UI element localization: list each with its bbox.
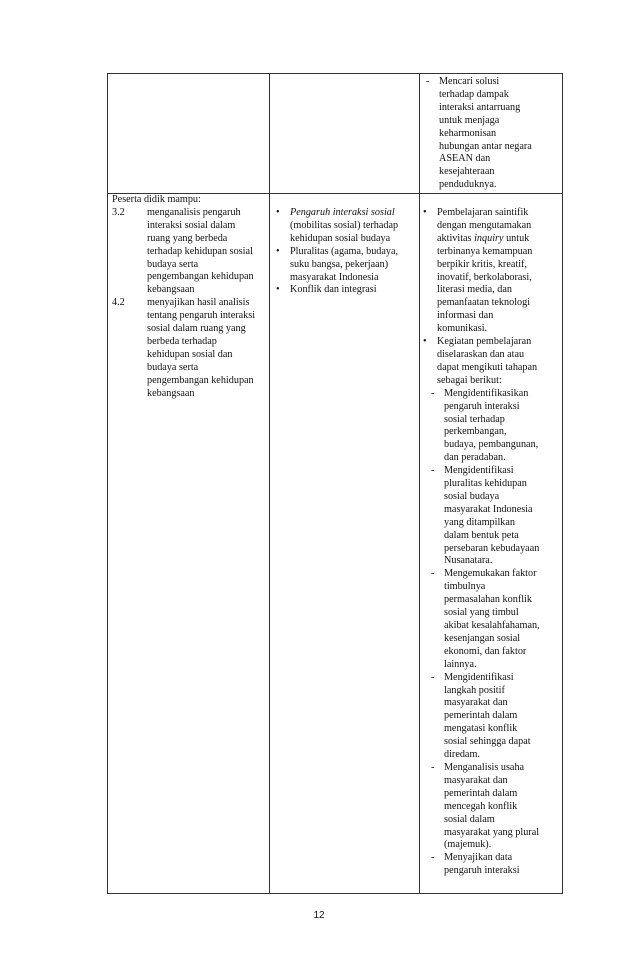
bullet-marker: • [276,245,280,257]
dash-marker: - [426,76,430,87]
text-line: kehidupan sosial dan [147,348,233,360]
text-line: masyarakat Indonesia [444,503,533,515]
text-line: Pluralitas (agama, budaya, [290,245,399,257]
text-line: masyarakat dan [444,774,508,786]
material-item [275,207,417,246]
activity-step [431,672,562,762]
text-line: pemanfaatan teknologi [437,297,531,309]
text-line: interaksi antarruang [439,101,521,113]
competency-item [112,207,267,297]
text-line: kehidupan sosial budaya [290,232,391,244]
material-item [275,284,417,297]
text-line: ruang yang berbeda [147,232,228,244]
competency-item [112,297,267,400]
activity-step [431,762,562,852]
text-line: inovatif, berkolaborasi, [437,271,532,283]
text-line: sosial sehingga dapat [444,736,531,748]
text-line: Mencari solusi [439,76,500,87]
text-line: budaya serta [147,258,199,270]
activity-steps [422,388,562,878]
activity-step [431,568,562,671]
text-line: pemerintah dalam [444,710,518,722]
activity-bullet [422,336,562,388]
text-line: pluralitas kehidupan [444,478,527,490]
text-line: Mengidentifikasi [444,465,514,477]
dash-marker: - [431,852,435,864]
text-line: budaya serta [147,361,199,373]
text-line: (mobilitas sosial) terhadap [290,219,399,231]
text-line: Mengidentifikasikan [444,387,529,399]
activity-step [431,852,562,878]
text-line: Mengidentifikasi [444,671,514,683]
text-line: menyajikan hasil analisis [147,297,250,309]
text-line: tentang pengaruh interaksi [147,310,256,322]
bullet-marker: • [423,336,427,348]
column-divider-2 [419,74,420,893]
competency-table [107,73,563,894]
activity-bullet [422,207,562,336]
text-line: yang ditampilkan [444,516,516,528]
text-line: ASEAN dan [439,153,491,165]
text-line: interaksi sosial dalam [147,219,236,231]
text-line: sosial dalam ruang yang [147,323,246,335]
text-line: timbulnya [444,581,486,593]
text-line: sosial budaya [444,490,500,502]
text-line: menganalisis pengaruh [147,206,241,218]
text-line: dengan mengutamakan [437,219,532,231]
column-divider-1 [269,74,270,893]
row1-activities-cell [426,76,562,192]
text-line: dan peradaban. [444,452,506,464]
text-line: (majemuk). [444,839,492,851]
text-line: suku bangsa, pekerjaan) [290,258,389,270]
text-line: terhadap dampak [439,88,509,100]
text-line: Kegiatan pembelajaran [437,336,532,348]
text-line: masyarakat dan [444,697,508,709]
text-line: masyarakat Indonesia [290,271,379,283]
text-line: perkembangan, [444,426,507,438]
text-line: ekonomi, dan faktor [444,645,527,657]
text-line: mengatasi konflik [444,723,518,735]
text-line: pengembangan kehidupan [147,374,254,386]
dash-marker: - [431,671,435,683]
material-item [275,246,417,285]
page-number: 12 [313,910,325,921]
text-line: sebagai berikut: [437,374,502,386]
text-line: langkah positif [444,684,505,696]
bullet-marker: • [276,207,280,218]
text-line: sosial yang timbul [444,607,519,619]
activity-step [431,465,562,568]
learning-activities-cell [422,207,562,878]
text-line: diselaraskan dan atau [437,348,525,360]
text-line: berbeda terhadap [147,335,217,347]
text-line: persebaran kebudayaan [444,542,540,554]
text-line: diredam. [444,749,480,761]
text-line: Konflik dan integrasi [290,284,377,296]
competency-number: 3.2 [112,206,125,218]
text-line: aktivitas inquiry untuk [437,232,530,244]
text-line: Nusanatara. [444,555,493,567]
competency-cell [112,194,267,401]
text-line: sosial dalam [444,813,495,825]
text-line: pengaruh interaksi [444,400,520,412]
text-line: untuk menjaga [439,114,500,126]
text-line: budaya, pembangunan, [444,439,539,451]
text-line: dalam bentuk peta [444,529,519,541]
bullet-marker: • [423,207,427,218]
dash-marker: - [431,465,435,477]
intro-text: Peserta didik mampu: [112,194,201,205]
text-line: akibat kesalahfahaman, [444,620,540,631]
material-cell [275,207,417,297]
text-line: komunikasi. [437,323,488,335]
text-line: literasi media, dan [437,284,512,296]
text-line: Mengemukakan faktor [444,568,537,580]
dash-marker: - [431,568,435,580]
text-line: berpikir kritis, kreatif, [437,258,527,270]
text-line: sosial terhadap [444,413,505,425]
text-line: dapat mengikuti tahapan [437,361,538,373]
text-line: lainnya. [444,658,477,670]
dash-marker: - [431,761,435,773]
text-line: keharmonisan [439,127,497,139]
text-line: pemerintah dalam [444,787,518,799]
text-line: masyarakat yang plural [444,826,540,838]
text-line: permasalahan konflik [444,594,532,606]
text-line: informasi dan [437,310,494,322]
dash-marker: - [431,387,435,399]
text-line: terbinanya kemampuan [437,245,533,257]
text-line: kesenjangan sosial [444,632,521,644]
text-line: penduduknya. [439,179,497,191]
text-line: kebangsaan [147,387,195,399]
text-line: Menyajikan data [444,852,513,864]
text-line: hubungan antar negara [439,140,532,152]
text-line: Pembelajaran saintifik [437,207,529,218]
activity-step [431,388,562,465]
text-line: kesejahteraan [439,166,495,178]
competency-number: 4.2 [112,297,125,309]
text-line: kebangsaan [147,284,195,296]
text-line: mencegah konflik [444,800,518,812]
text-line: pengaruh interaksi [444,865,520,877]
text-line: terhadap kehidupan sosial [147,245,253,257]
text-line: Menganalisis usaha [444,761,525,773]
text-line: Pengaruh interaksi sosial [290,207,395,218]
text-line: pengembangan kehidupan [147,271,254,283]
bullet-marker: • [276,284,280,296]
dash-list-item [426,76,562,192]
